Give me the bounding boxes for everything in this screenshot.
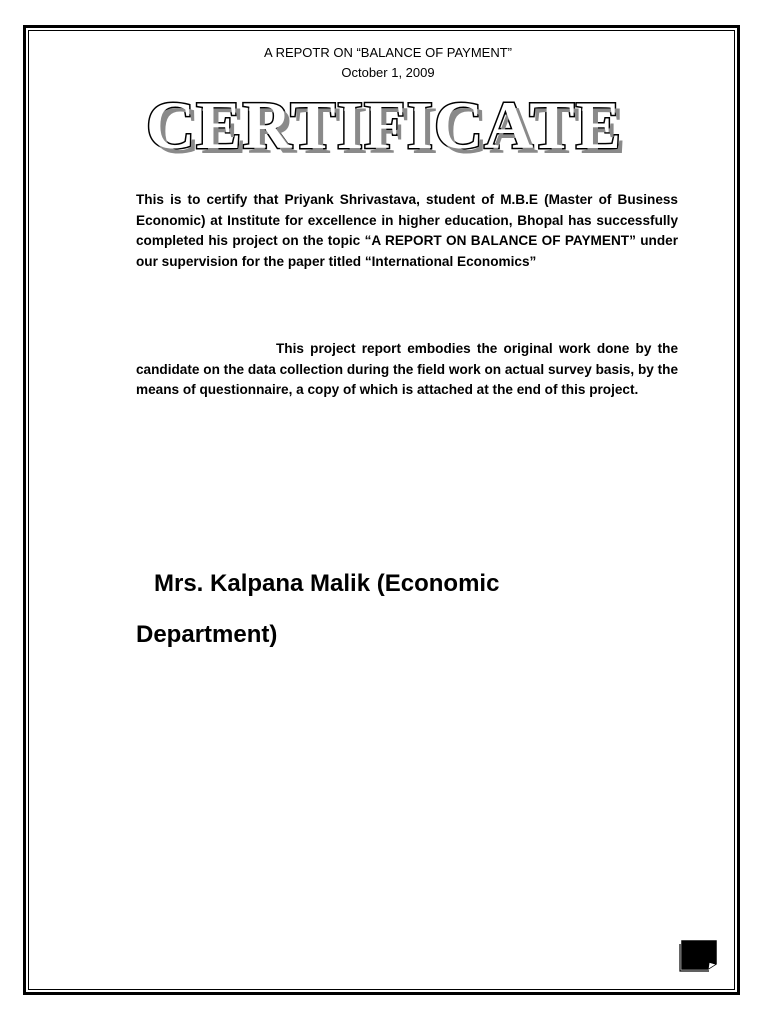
page-inner-border	[28, 30, 735, 990]
report-title: A REPOTR ON “BALANCE OF PAYMENT”	[264, 45, 512, 60]
signatory-department: Department)	[136, 621, 278, 648]
certificate-heading: CERTIFICATE	[146, 87, 622, 163]
certificate-paragraph-1: This is to certify that Priyank Shrivastava, student of M.B.E (Master of Business Economic) at Institute for excellence in higher education, Bhopal has successfully completed his project on the topic “A REPORT ON BALANCE OF PAYMENT” under our supervision for the paper titled “International Economics”	[136, 192, 678, 269]
page-corner-icon	[678, 938, 720, 972]
signatory-name: Mrs. Kalpana Malik (Economic	[154, 570, 500, 597]
report-date: October 1, 2009	[341, 65, 435, 80]
certificate-paragraph-2: This project report embodies the original work done by the candidate on the data collection during the field work on actual survey basis, by the means of questionnaire, a copy of which is attached at the end of this project.	[136, 341, 678, 397]
